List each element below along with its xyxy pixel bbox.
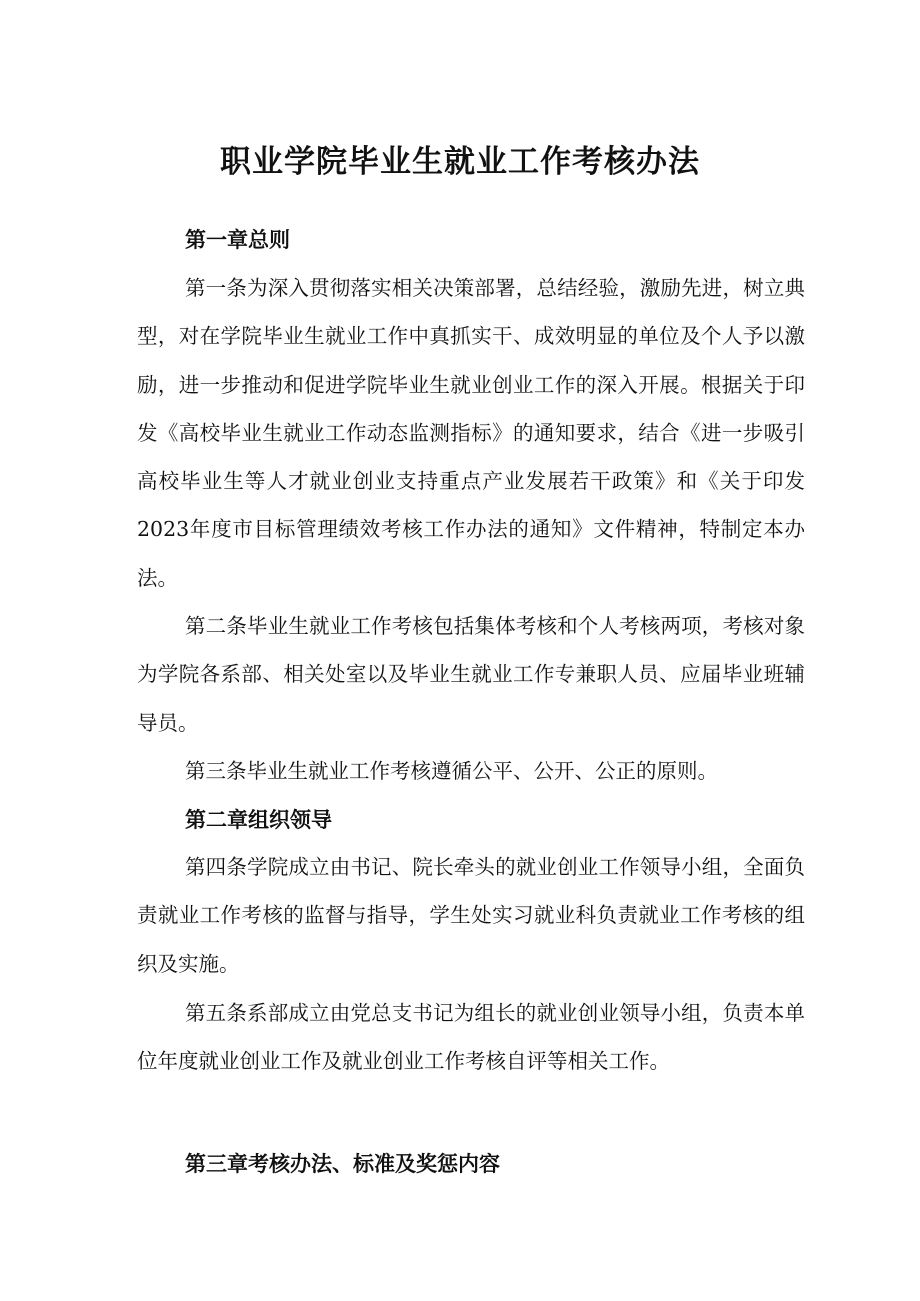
article-1-paragraph: 第一条为深入贯彻落实相关决策部署，总结经验，激励先进，树立典型，对在学院毕业生就业工作中真抓实干、成效明显的单位及个人予以激励，进一步推动和促进学院毕业生就业创业工作的深入开展。根据关于印发《高校毕业生就业工作动态监测指标》的通知要求，结合《进一步吸引高校毕业生等人才就业创业支持重点产业发展若干政策》和《关于印发2023年度市目标管理绩效考核工作办法的通知》文件精神，特制定本办法。 [137, 276, 805, 590]
chapter-1-heading: 第一章总则 [185, 228, 290, 252]
article-4-paragraph: 第四条学院成立由书记、院长牵头的就业创业工作领导小组，全面负责就业工作考核的监督与指导，学生处实习就业科负责就业工作考核的组织及实施。 [137, 855, 805, 976]
chapter-2-heading: 第二章组织领导 [185, 808, 332, 832]
article-2-paragraph: 第二条毕业生就业工作考核包括集体考核和个人考核两项，考核对象为学院各系部、相关处室以及毕业生就业工作专兼职人员、应届毕业班辅导员。 [137, 614, 805, 735]
article-3-paragraph: 第三条毕业生就业工作考核遵循公平、公开、公正的原则。 [185, 759, 718, 783]
document-title: 职业学院毕业生就业工作考核办法 [220, 144, 700, 180]
article-5-paragraph: 第五条系部成立由党总支书记为组长的就业创业领导小组，负责本单位年度就业创业工作及就业创业工作考核自评等相关工作。 [137, 1001, 805, 1074]
chapter-3-heading: 第三章考核办法、标准及奖惩内容 [185, 1152, 500, 1176]
